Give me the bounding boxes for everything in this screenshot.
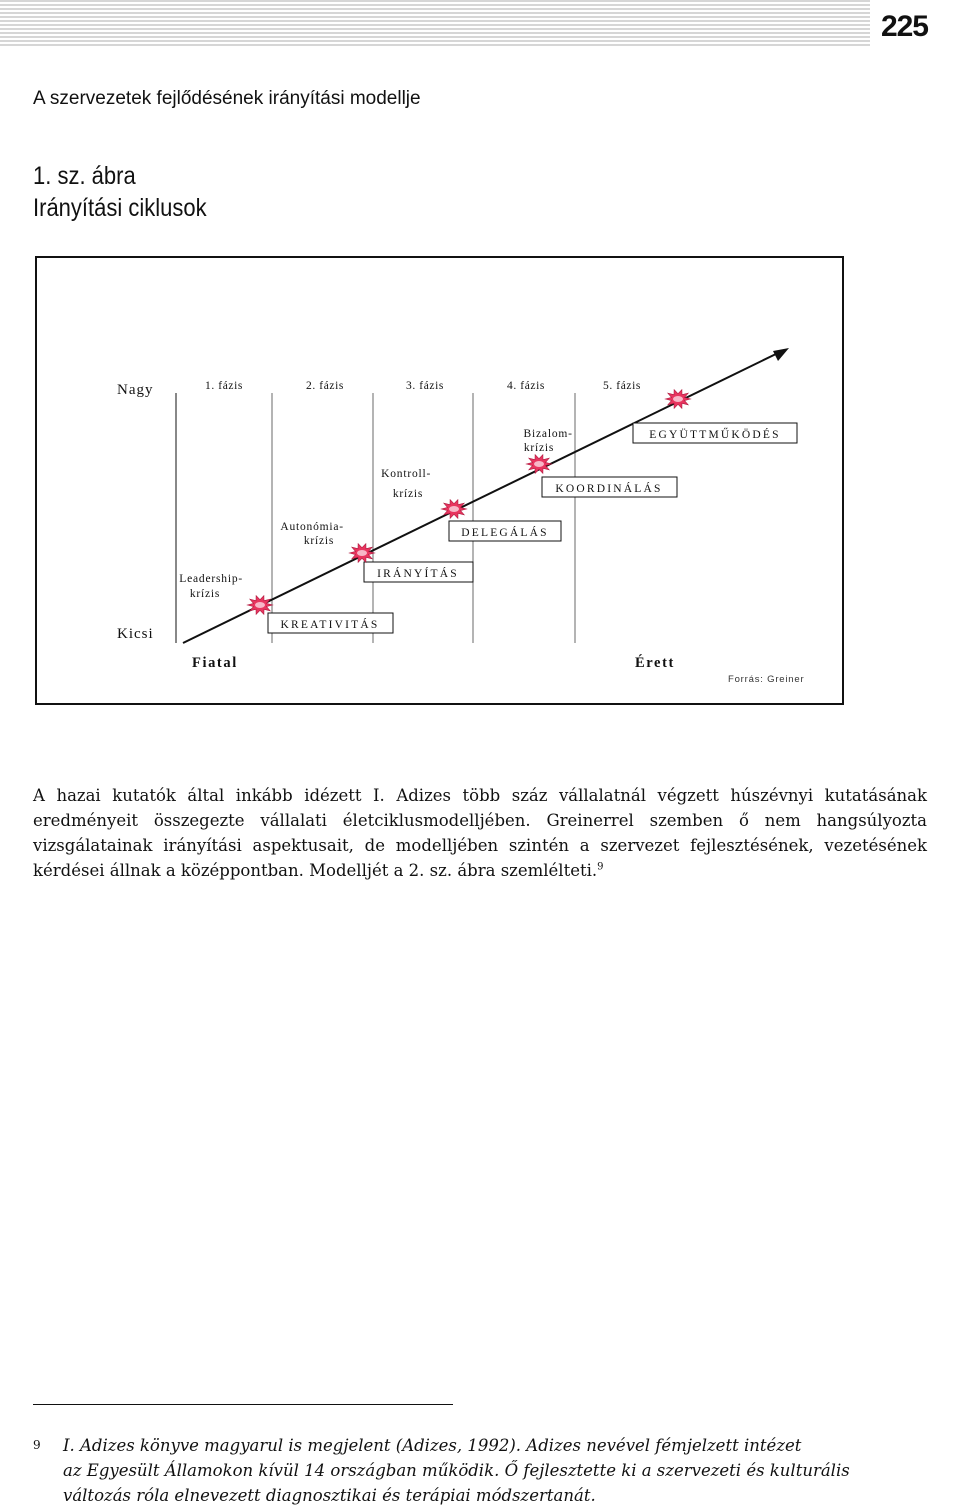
crisis-burst-bizalom-core: [534, 461, 544, 467]
figure-title: Irányítási ciklusok: [33, 194, 207, 222]
crisis-burst-top-core: [673, 396, 683, 402]
footnote-reference: 9: [597, 861, 604, 873]
figure-caption: [33, 160, 207, 224]
header-stripes: [0, 0, 870, 46]
source-note: Forrás: Greiner: [728, 674, 805, 685]
body-paragraph-text: A hazai kutatók által inkább idézett I. Adizes több száz vállalatnál végzett húszévnyi kutatásának eredményeit összegezte vállalati életciklusmodelljében. Greinerrel szemben ő nem hangsúlyozta vizsgálatainak irányítási aspektusait, de modelljében szintén a szervezet fejlesztésének, vezetésének kérdései állnak a középpontban. Modelljét a 2. sz. ábra szemlélteti.: [33, 786, 927, 880]
growth-arrow-head: [773, 348, 789, 361]
phase-label-5: 5. fázis: [603, 380, 642, 392]
body-paragraph: [33, 783, 927, 883]
footnote-line-1: I. Adizes könyve magyarul is megjelent (Adizes, 1992). Adizes nevével fémjelzett intézet: [63, 1436, 802, 1455]
stage-label-iranyitas: IRÁNYÍTÁS: [377, 568, 459, 580]
stage-label-egyuttmukodes: EGYÜTTMŰKÖDÉS: [649, 429, 781, 441]
crisis-label-autonomia: Autonómia- krízis: [280, 521, 344, 547]
x-axis-right-label: Érett: [635, 655, 675, 671]
phase-label-1: 1. fázis: [205, 380, 244, 392]
figure-frame: [35, 256, 844, 705]
crisis-label-leadership: Leadership- krízis: [179, 573, 244, 600]
y-axis-top-label: Nagy: [117, 382, 154, 398]
y-axis-bottom-label: Kicsi: [117, 626, 154, 642]
footnote-divider: [33, 1404, 453, 1405]
phase-label-4: 4. fázis: [507, 380, 546, 392]
footnote-number: 9: [33, 1438, 41, 1452]
crisis-label-kontroll: Kontroll- krízis: [381, 468, 432, 500]
crisis-burst-autonomia-core: [357, 550, 367, 556]
figure-number: 1. sz. ábra: [33, 162, 136, 190]
footnote-line-3: változás róla elnevezett diagnosztikai és terápiai módszertanát.: [63, 1486, 596, 1505]
stage-label-delegalas: DELEGÁLÁS: [461, 527, 549, 539]
page-number: 225: [880, 10, 928, 43]
stage-label-kreativitas: KREATIVITÁS: [280, 619, 380, 631]
x-axis-left-label: Fiatal: [192, 655, 238, 671]
crisis-burst-kontroll-core: [449, 506, 459, 512]
phase-label-3: 3. fázis: [406, 380, 445, 392]
stage-label-koordinalas: KOORDINÁLÁS: [555, 483, 663, 495]
running-title: A szervezetek fejlődésének irányítási modellje: [33, 88, 421, 109]
crisis-burst-leadership-core: [255, 602, 265, 608]
phase-label-2: 2. fázis: [306, 380, 345, 392]
footnote: [33, 1433, 943, 1508]
footnote-line-2: az Egyesült Államokon kívül 14 országban működik. Ő fejlesztette ki a szervezeti és kulturális: [63, 1461, 850, 1480]
growth-phases-diagram: [37, 258, 842, 703]
crisis-label-bizalom: Bizalom- krízis: [523, 428, 573, 454]
